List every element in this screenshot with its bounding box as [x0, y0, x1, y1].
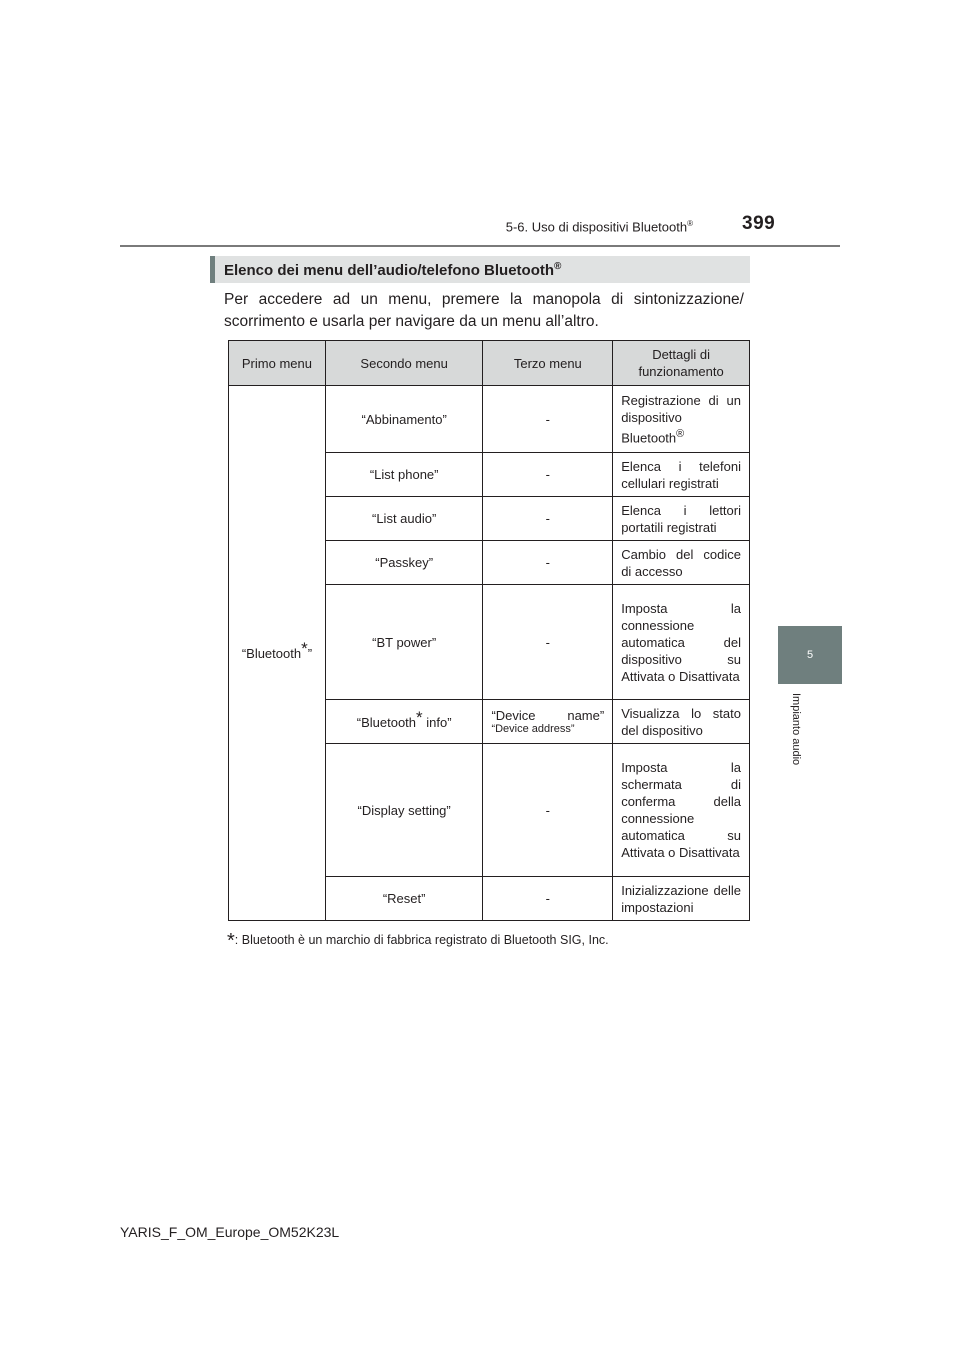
page-number: 399: [742, 213, 776, 234]
first-menu-close: ”: [307, 646, 313, 661]
second-menu-cell: “Passkey”: [325, 541, 483, 585]
section-heading: [210, 256, 750, 283]
third-menu-cell: -: [483, 497, 613, 541]
section-title-text: 5-6. Uso di dispositivi Bluetooth: [505, 219, 688, 235]
header-primo-menu: Primo menu: [229, 341, 326, 386]
third-menu-cell: -: [483, 877, 613, 921]
second-menu-cell: “Abbinamento”: [325, 386, 483, 453]
chapter-tab: [778, 626, 842, 684]
second-menu-cell: “List phone”: [325, 453, 483, 497]
device-address-line: “Device address”: [491, 723, 575, 735]
header-rule: [120, 245, 840, 247]
registered-mark: ®: [676, 427, 685, 440]
chapter-label-text: Impianto audio: [790, 693, 802, 766]
running-header-section: [506, 219, 693, 234]
detail-text: Registrazione di un dispositivo Bluetooth: [621, 392, 741, 446]
section-heading-text: [224, 261, 561, 279]
detail-cell: Visualizza lo stato del dispositivo: [613, 700, 750, 744]
footnote-asterisk: *: [227, 930, 235, 952]
asterisk: *: [301, 639, 308, 658]
header-terzo-menu: Terzo menu: [483, 341, 613, 386]
detail-cell: Elenca i lettori portatili registrati: [613, 497, 750, 541]
chapter-number: 5: [806, 649, 814, 661]
detail-cell: Cambio del codice di accesso: [613, 541, 750, 585]
footer-document-code: YARIS_F_OM_Europe_OM52K23L: [120, 1224, 340, 1240]
registered-mark: ®: [554, 261, 562, 272]
second-menu-text: “Bluetooth: [356, 714, 417, 730]
asterisk: *: [416, 707, 423, 727]
detail-cell: Elenca i telefoni cellulari registrati: [613, 453, 750, 497]
header-dettagli: Dettagli di funzionamento: [613, 341, 750, 386]
footnote: [227, 927, 609, 950]
detail-cell: Inizializzazione delle impostazioni: [613, 877, 750, 921]
first-menu-cell: [229, 386, 326, 921]
device-name-word: name”: [567, 708, 605, 723]
table-header-row: [229, 341, 750, 386]
second-menu-cell: “Reset”: [325, 877, 483, 921]
chapter-label: [790, 693, 802, 783]
first-menu-text: “Bluetooth: [241, 646, 302, 661]
detail-cell: Imposta la connessione automatica del dispositivo su Attivata o Disattivata: [613, 585, 750, 700]
registered-mark: ®: [687, 219, 693, 228]
second-menu-cell: “BT power”: [325, 585, 483, 700]
device-name-line: [491, 708, 604, 723]
menu-table: [228, 340, 750, 921]
second-menu-text-end: info”: [422, 714, 452, 730]
table-row: [229, 386, 750, 453]
second-menu-cell: [325, 700, 483, 744]
second-menu-cell: “List audio”: [325, 497, 483, 541]
section-heading-bar: [210, 256, 215, 283]
device-name-word: “Device: [491, 708, 536, 723]
third-menu-cell: -: [483, 585, 613, 700]
detail-cell: [613, 386, 750, 453]
third-menu-cell: -: [483, 386, 613, 453]
header-secondo-menu: Secondo menu: [325, 341, 483, 386]
third-menu-cell: -: [483, 541, 613, 585]
third-menu-cell: -: [483, 453, 613, 497]
second-menu-cell: “Display setting”: [325, 744, 483, 877]
footnote-text: : Bluetooth è un marchio di fabbrica registrato di Bluetooth SIG, Inc.: [234, 933, 609, 947]
third-menu-cell: -: [483, 744, 613, 877]
section-heading-title: Elenco dei menu dell’audio/telefono Bluetooth: [224, 262, 555, 279]
third-menu-cell: [483, 700, 613, 744]
intro-paragraph: Per accedere ad un menu, premere la manopola di sintonizzazione/ scorrimento e usarla per navigare da un menu all’altro.: [224, 291, 744, 330]
detail-cell: Imposta la schermata di conferma della connessione automatica su Attivata o Disattivata: [613, 744, 750, 877]
